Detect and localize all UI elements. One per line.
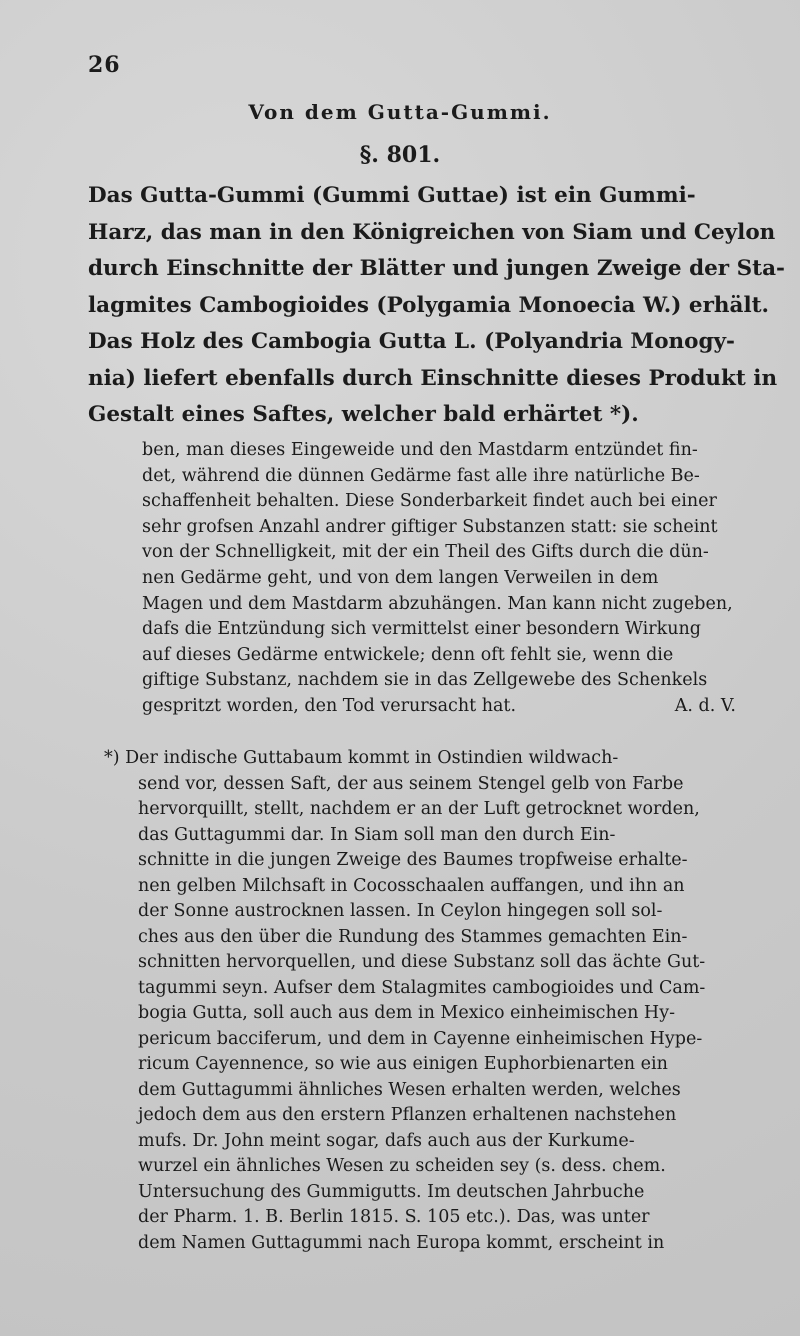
note-line-text: sehr grofsen Anzahl andrer giftiger Substanzen statt: sie scheint: [142, 516, 718, 537]
footnote-line: [104, 874, 756, 900]
footnote-line-text: mufs. Dr. John meint sogar, dafs auch aus der Kurkume-: [138, 1130, 635, 1151]
footnote-line-text: *) Der indische Guttabaum kommt in Ostindien wildwach-: [104, 748, 619, 768]
footnote-line: [104, 925, 756, 951]
note-line: [142, 438, 760, 464]
footnote-line-text: ches aus den über die Rundung des Stammes gemachten Ein-: [138, 926, 688, 947]
main-line: [88, 251, 785, 288]
main-line: [88, 215, 776, 252]
footnote-line: [104, 976, 756, 1002]
note-line-text: schaffenheit behalten. Diese Sonderbarkeit findet auch bei einer: [142, 491, 717, 512]
footnote-line-text: dem Namen Guttagummi nach Europa kommt, erscheint in: [138, 1232, 665, 1253]
main-line-text: nia) liefert ebenfalls durch Einschnitte dieses Produkt in: [88, 365, 778, 391]
continued-footnote: [142, 438, 760, 720]
footnote-line: [104, 1078, 756, 1104]
note-line-text: gespritzt worden, den Tod verursacht hat.: [142, 695, 517, 716]
note-line-text: dafs die Entzündung sich vermittelst einer besondern Wirkung: [142, 619, 701, 640]
main-line: [88, 361, 778, 398]
footnote-line: [104, 746, 756, 772]
footnote-line-text: pericum bacciferum, und dem in Cayenne einheimischen Hype-: [138, 1028, 703, 1049]
note-line: [142, 592, 760, 618]
footnote-line: [104, 1129, 756, 1155]
main-line-text: Das Holz des Cambogia Gutta L. (Polyandria Monogy-: [88, 329, 735, 354]
footnote-line-text: der Sonne austrocknen lassen. In Ceylon hingegen soll sol-: [138, 901, 663, 921]
note-line: [142, 464, 760, 490]
footnote-line-text: jedoch dem aus den erstern Pflanzen erhaltenen nachstehen: [138, 1105, 677, 1125]
page-number: 26: [88, 52, 121, 78]
chapter-heading: Von dem Gutta-Gummi.: [248, 100, 552, 124]
note-line: [142, 489, 760, 515]
note-line-text: det, während die dünnen Gedärme fast alle ihre natürliche Be-: [142, 465, 700, 486]
main-line: [88, 288, 770, 325]
footnote-line: [104, 1001, 756, 1027]
footnote-line: [104, 1180, 756, 1206]
footnote-line-text: dem Guttagummi ähnliches Wesen erhalten werden, welches: [138, 1079, 681, 1100]
main-line-text: durch Einschnitte der Blätter und jungen Zweige der Sta-: [88, 256, 785, 281]
section-number: §. 801.: [359, 142, 441, 168]
main-line: [88, 324, 764, 361]
note-signature: A. d. V.: [674, 695, 736, 716]
main-line-text: Das Gutta-Gummi (Gummi Guttae) ist ein Gummi-: [88, 183, 696, 208]
footnote-line-text: send vor, dessen Saft, der aus seinem Stengel gelb von Farbe: [138, 773, 684, 794]
note-line-text: Magen und dem Mastdarm abzuhängen. Man kann nicht zugeben,: [142, 593, 733, 614]
footnote-line: [104, 1205, 756, 1231]
footnote-line-text: ricum Cayennence, so wie aus einigen Euphorbienarten ein: [138, 1054, 668, 1074]
footnote-line: [104, 772, 756, 798]
note-line: [142, 566, 760, 592]
footnote-line: [104, 1027, 756, 1053]
note-line-text: von der Schnelligkeit, mit der ein Theil des Gifts durch die dün-: [142, 542, 709, 563]
main-line-text: Harz, das man in den Königreichen von Siam und Ceylon: [88, 219, 776, 245]
main-paragraph: [88, 178, 785, 434]
footnote-line: [104, 1103, 756, 1129]
note-line: [142, 643, 760, 669]
footnote-line: [104, 1231, 756, 1257]
note-line: [142, 515, 760, 541]
footnote-line-text: hervorquillt, stellt, nachdem er an der Luft getrocknet worden,: [138, 799, 700, 819]
footnote-line: [104, 1052, 756, 1078]
note-line: [142, 540, 760, 566]
footnote-line-text: der Pharm. 1. B. Berlin 1815. S. 105 etc.). Das, was unter: [138, 1207, 650, 1227]
footnote-line-text: tagummi seyn. Aufser dem Stalagmites cambogioides und Cam-: [138, 977, 706, 998]
footnote-line: [104, 848, 756, 874]
footnote-line-text: bogia Gutta, soll auch aus dem in Mexico einheimischen Hy-: [138, 1003, 675, 1023]
footnote-line-text: schnitte in die jungen Zweige des Baumes tropfweise erhalte-: [138, 850, 688, 870]
footnote-line-text: schnitten hervorquellen, und diese Substanz soll das ächte Gut-: [138, 952, 706, 972]
footnote-line: [104, 899, 756, 925]
footnote: [104, 746, 756, 1256]
note-line-text: giftige Substanz, nachdem sie in das Zellgewebe des Schenkels: [142, 670, 708, 691]
note-line-text: ben, man dieses Eingeweide und den Mastdarm entzündet fin-: [142, 440, 698, 460]
note-line: [142, 617, 760, 643]
footnote-line-text: Untersuchung des Gummigutts. Im deutschen Jahrbuche: [138, 1181, 645, 1202]
footnote-line: [104, 823, 756, 849]
main-line: [88, 178, 764, 215]
note-line: [142, 694, 760, 720]
footnote-line-text: das Guttagummi dar. In Siam soll man den durch Ein-: [138, 824, 616, 845]
main-line-text: Gestalt eines Saftes, welcher bald erhärtet *).: [88, 402, 639, 427]
main-line: [88, 397, 764, 434]
note-line-text: auf dieses Gedärme entwickele; denn oft fehlt sie, wenn die: [142, 644, 674, 665]
note-line-text: nen Gedärme geht, und von dem langen Verweilen in dem: [142, 567, 659, 588]
footnote-line: [104, 797, 756, 823]
footnote-line: [104, 1154, 756, 1180]
note-line: [142, 668, 760, 694]
footnote-line: [104, 950, 756, 976]
footnote-line-text: nen gelben Milchsaft in Cocosschaalen auffangen, und ihn an: [138, 875, 685, 896]
footnote-line-text: wurzel ein ähnliches Wesen zu scheiden sey (s. dess. chem.: [138, 1156, 666, 1176]
main-line-text: lagmites Cambogioides (Polygamia Monoecia W.) erhält.: [88, 292, 770, 318]
